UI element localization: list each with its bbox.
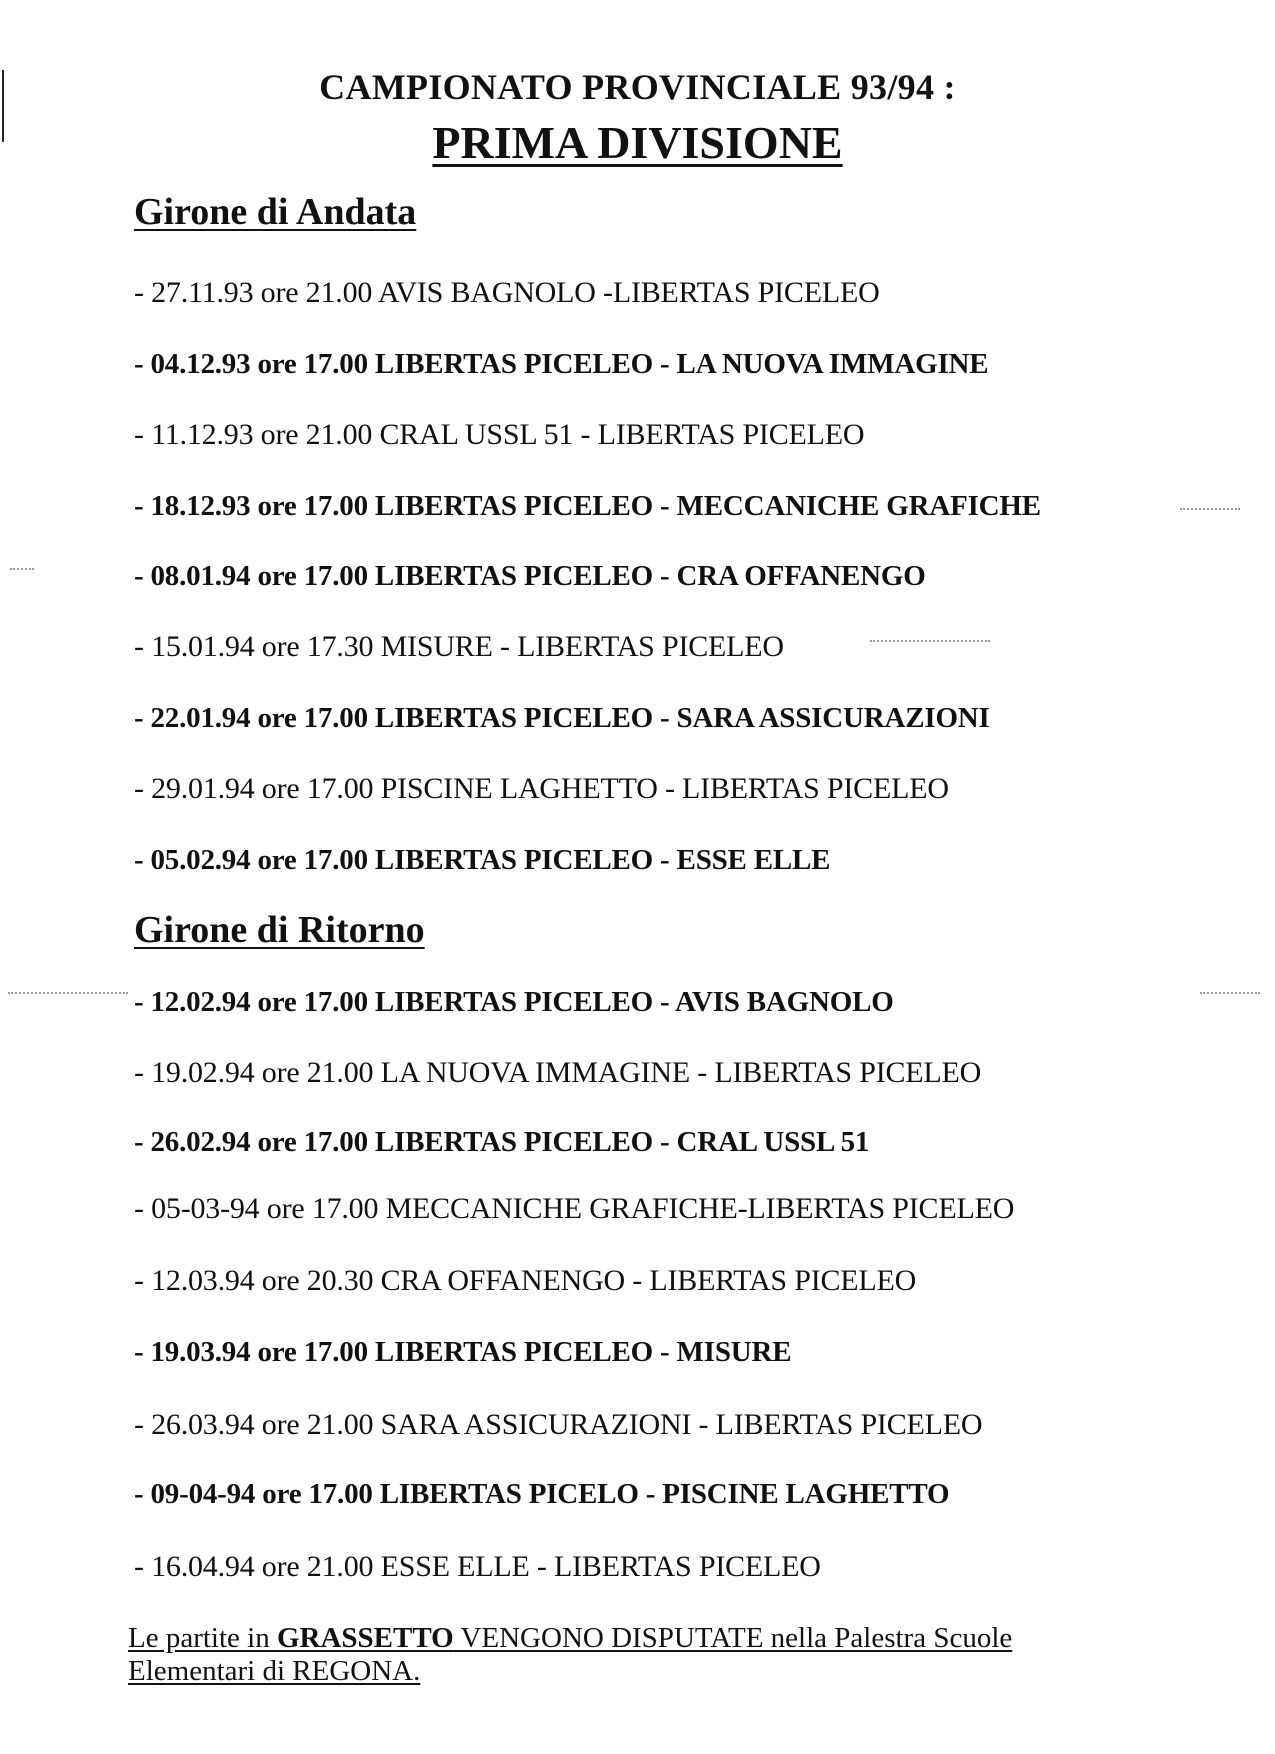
footer-text-start: Le partite in xyxy=(128,1622,277,1654)
match-line-home: - 09-04-94 ore 17.00 LIBERTAS PICELO - PISCINE LAGHETTO xyxy=(134,1478,950,1510)
section-heading-ritorno: Girone di Ritorno xyxy=(134,909,425,951)
document-title: CAMPIONATO PROVINCIALE 93/94 : xyxy=(319,67,956,107)
match-line: - 29.01.94 ore 17.00 PISCINE LAGHETTO - LIBERTAS PICELEO xyxy=(134,772,949,805)
scan-noise xyxy=(1200,992,1260,994)
footer-emphasis: GRASSETTO xyxy=(276,1622,454,1654)
scan-noise xyxy=(870,640,990,642)
footer-text-end: VENGONO DISPUTATE nella Palestra Scuole xyxy=(453,1622,1013,1654)
scan-noise xyxy=(8,992,128,994)
footer-line-2: Elementari di REGONA. xyxy=(128,1655,421,1687)
match-line: - 11.12.93 ore 21.00 CRAL USSL 51 - LIBERTAS PICELEO xyxy=(134,418,865,451)
match-line: - 15.01.94 ore 17.30 MISURE - LIBERTAS PICELEO xyxy=(134,630,784,663)
footer-note xyxy=(128,1622,1012,1688)
match-line: - 16.04.94 ore 21.00 ESSE ELLE - LIBERTAS PICELEO xyxy=(134,1550,821,1583)
match-line-home: - 05.02.94 ore 17.00 LIBERTAS PICELEO - ESSE ELLE xyxy=(134,844,831,876)
match-line: - 05-03-94 ore 17.00 MECCANICHE GRAFICHE-LIBERTAS PICELEO xyxy=(134,1192,1015,1225)
match-line-home: - 08.01.94 ore 17.00 LIBERTAS PICELEO - CRA OFFANENGO xyxy=(134,560,926,592)
match-line-home: - 04.12.93 ore 17.00 LIBERTAS PICELEO - LA NUOVA IMMAGINE xyxy=(134,348,989,380)
match-line: - 26.03.94 ore 21.00 SARA ASSICURAZIONI - LIBERTAS PICELEO xyxy=(134,1408,983,1441)
scan-noise xyxy=(10,568,34,570)
match-line: - 19.02.94 ore 21.00 LA NUOVA IMMAGINE - LIBERTAS PICELEO xyxy=(134,1056,982,1089)
section-heading-andata: Girone di Andata xyxy=(134,191,417,233)
match-line-home: - 26.02.94 ore 17.00 LIBERTAS PICELEO - CRAL USSL 51 xyxy=(134,1126,870,1158)
match-line-home: - 18.12.93 ore 17.00 LIBERTAS PICELEO - MECCANICHE GRAFICHE xyxy=(134,490,1041,522)
document-subtitle: PRIMA DIVISIONE xyxy=(432,117,843,168)
match-line: - 12.03.94 ore 20.30 CRA OFFANENGO - LIBERTAS PICELEO xyxy=(134,1264,917,1297)
match-line-home: - 12.02.94 ore 17.00 LIBERTAS PICELEO - AVIS BAGNOLO xyxy=(134,986,894,1018)
match-line-home: - 22.01.94 ore 17.00 LIBERTAS PICELEO - SARA ASSICURAZIONI xyxy=(134,702,990,734)
scan-noise xyxy=(1180,508,1240,510)
match-line-home: - 19.03.94 ore 17.00 LIBERTAS PICELEO - MISURE xyxy=(134,1336,792,1368)
match-line: - 27.11.93 ore 21.00 AVIS BAGNOLO -LIBERTAS PICELEO xyxy=(134,276,880,309)
